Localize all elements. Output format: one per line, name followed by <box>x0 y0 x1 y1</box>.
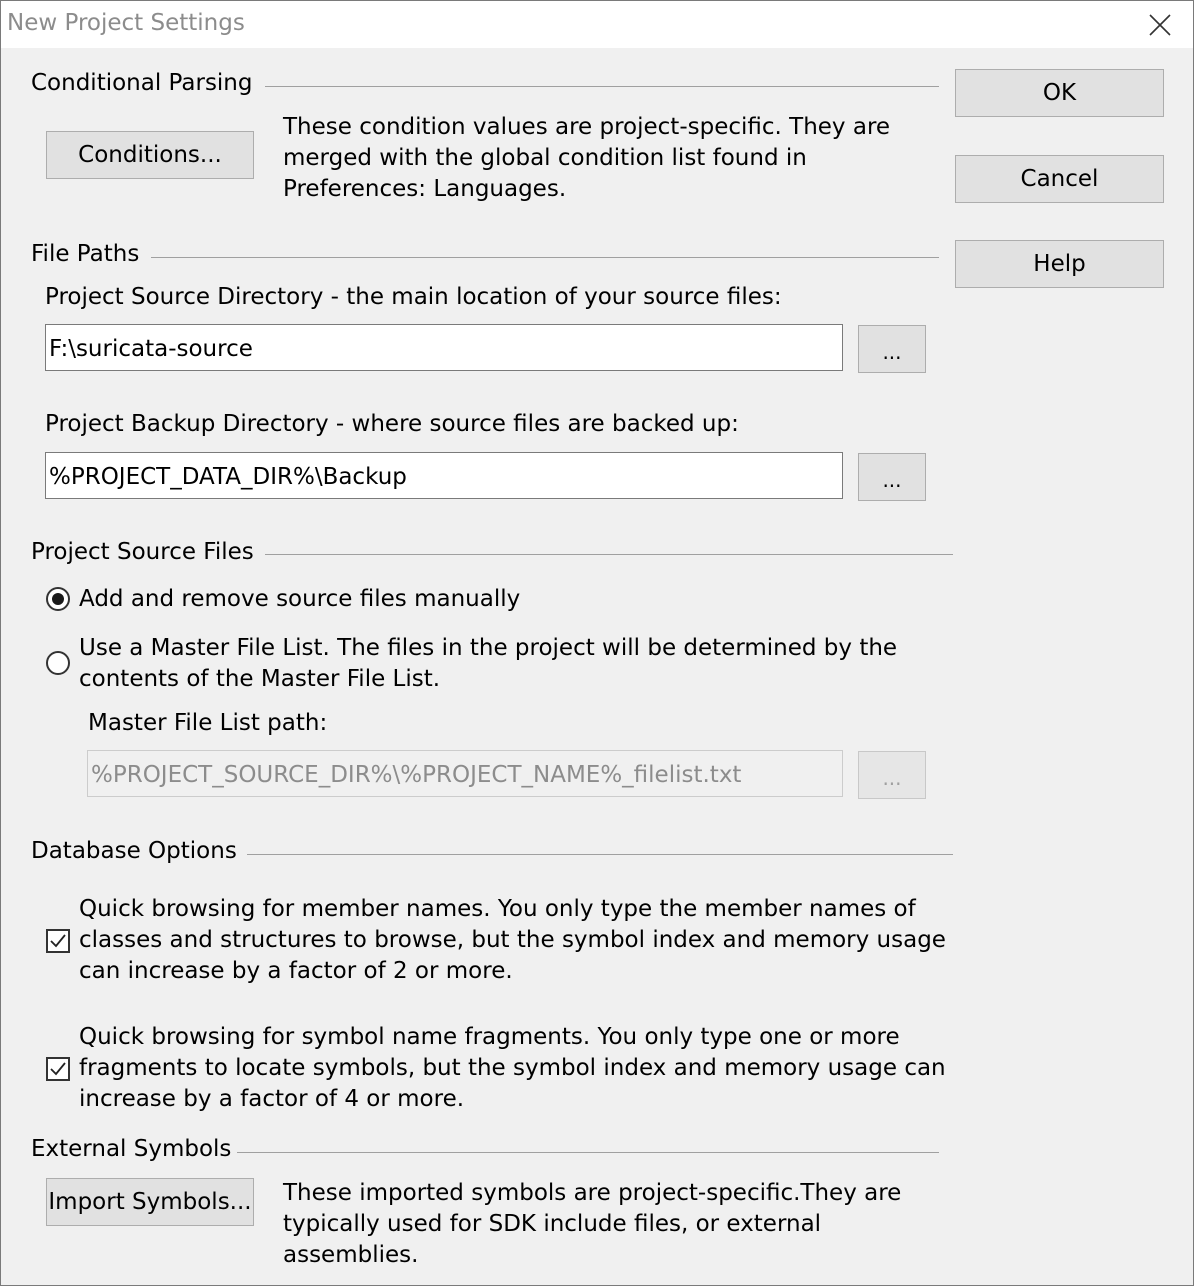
project-source-files-divider <box>265 554 953 555</box>
ok-button[interactable]: OK <box>955 69 1164 117</box>
close-icon[interactable] <box>1141 7 1179 43</box>
conditional-parsing-divider <box>265 86 939 87</box>
database-options-group-label: Database Options <box>31 838 237 864</box>
backup-dir-input[interactable] <box>45 452 843 499</box>
master-file-list-radio-label[interactable]: Use a Master File List. The files in the project will be determined by the contents of the Master File List. <box>79 635 898 692</box>
database-options-divider <box>247 854 953 855</box>
source-dir-input[interactable] <box>45 324 843 371</box>
master-file-list-radio[interactable] <box>46 651 70 675</box>
master-path-input <box>87 750 843 797</box>
source-dir-label: Project Source Directory - the main location of your source files: <box>45 284 782 310</box>
checkmark-icon <box>49 932 67 950</box>
manual-files-radio[interactable] <box>46 587 70 611</box>
conditions-button[interactable]: Conditions... <box>46 131 254 179</box>
symbol-fragments-checkbox-label[interactable]: Quick browsing for symbol name fragments. You only type one or more fragments to locate symbols, but the symbol index and memory usage can increase by a factor of 4 or more. <box>79 1024 946 1112</box>
import-symbols-button[interactable]: Import Symbols... <box>46 1178 254 1226</box>
source-dir-browse-button[interactable]: ... <box>858 325 926 373</box>
checkmark-icon <box>49 1060 67 1078</box>
backup-dir-label: Project Backup Directory - where source files are backed up: <box>45 411 739 437</box>
external-symbols-divider <box>237 1152 939 1153</box>
conditional-parsing-group-label: Conditional Parsing <box>31 70 253 96</box>
conditional-parsing-description: These condition values are project-specific. They are merged with the global condition list found in Preferences: Languages. <box>283 114 891 202</box>
project-source-files-group-label: Project Source Files <box>31 539 254 565</box>
title-bar <box>1 1 1193 48</box>
file-paths-divider <box>151 257 939 258</box>
member-names-checkbox[interactable] <box>46 929 70 953</box>
external-symbols-description: These imported symbols are project-specific.They are typically used for SDK include files, or external assemblies. <box>283 1180 902 1268</box>
help-button[interactable]: Help <box>955 240 1164 288</box>
master-path-browse-button: ... <box>858 751 926 799</box>
symbol-fragments-checkbox[interactable] <box>46 1057 70 1081</box>
master-path-label: Master File List path: <box>88 710 328 736</box>
backup-dir-browse-button[interactable]: ... <box>858 453 926 501</box>
file-paths-group-label: File Paths <box>31 241 140 267</box>
external-symbols-group-label: External Symbols <box>31 1136 232 1162</box>
radio-selected-dot <box>52 593 64 605</box>
window-title: New Project Settings <box>7 10 245 36</box>
manual-files-radio-label[interactable]: Add and remove source files manually <box>79 586 521 612</box>
cancel-button[interactable]: Cancel <box>955 155 1164 203</box>
member-names-checkbox-label[interactable]: Quick browsing for member names. You only type the member names of classes and structures to browse, but the symbol index and memory usage can increase by a factor of 2 or more. <box>79 896 946 984</box>
